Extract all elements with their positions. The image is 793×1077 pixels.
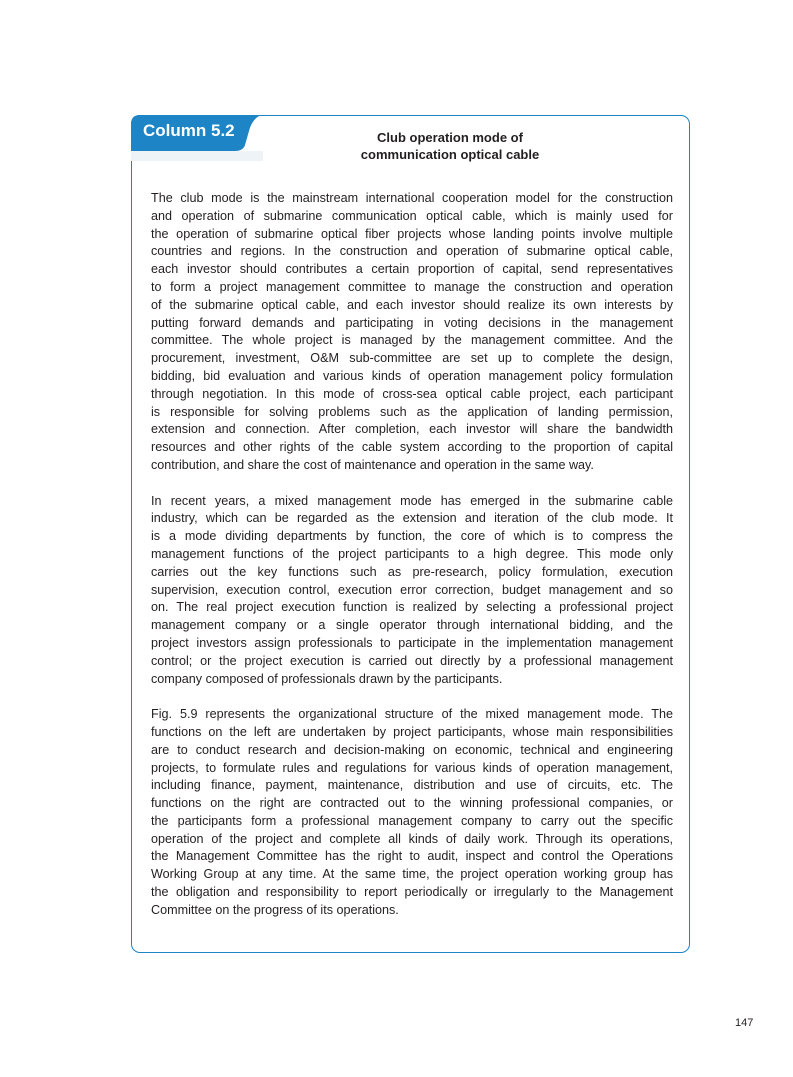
paragraph <box>151 190 673 475</box>
text-line: the obligation and responsibility to report periodically or irregularly to the Management <box>151 885 673 900</box>
text-line: projects, to formulate rules and regulations for various kinds of operation management, <box>151 760 673 775</box>
text-line: is a mode dividing departments by function, the core of which is to compress the <box>151 529 673 544</box>
text-line: management functions of the project participants to a high degree. This mode only <box>151 546 673 561</box>
text-line: contribution, and share the cost of maintenance and operation in the same way. <box>151 457 594 472</box>
text-line: the operation of submarine optical fiber projects whose landing points involve multiple <box>151 226 673 241</box>
text-line: the Management Committee has the right to audit, inspect and control the Operations <box>151 849 673 864</box>
text-line: to form a project management committee to manage the construction and operation <box>151 279 673 294</box>
text-line: countries and regions. In the construction and operation of submarine optical cable, <box>151 244 673 259</box>
text-line: supervision, execution control, execution error correction, budget management and so <box>151 582 673 597</box>
paragraph <box>151 493 673 689</box>
title-line: communication optical cable <box>360 147 540 162</box>
text-line: Working Group at any time. At the same time, the project operation working group has <box>151 867 673 882</box>
text-line: The club mode is the mainstream international cooperation model for the construction <box>151 191 673 205</box>
text-line: industry, which can be regarded as the extension and iteration of the club mode. It <box>151 511 673 526</box>
page-number: 147 <box>735 1017 754 1029</box>
text-line: carries out the key functions such as pre-research, policy formulation, execution <box>151 564 673 579</box>
text-line: In recent years, a mixed management mode has emerged in the submarine cable <box>151 493 673 508</box>
text-line: management company or a single operator through international bidding, and the <box>151 618 673 633</box>
text-line: Fig. 5.9 represents the organizational structure of the mixed management mode. The <box>151 707 673 722</box>
text-line: company composed of professionals drawn by the participants. <box>151 671 503 686</box>
text-line: each investor should contributes a certain proportion of capital, send representatives <box>151 262 673 277</box>
column-tab <box>131 115 261 151</box>
text-line: functions on the left are undertaken by project participants, whose main responsibilities <box>151 724 673 739</box>
text-line: is responsible for solving problems such as the application of landing permission, <box>151 404 673 419</box>
text-line: bidding, bid evaluation and various kinds of operation management policy formulation <box>151 368 673 383</box>
text-line: extension and connection. After completion, each investor will share the bandwidth <box>151 422 673 437</box>
text-line: of the submarine optical cable, and each investor should realize its own interests by <box>151 297 673 312</box>
paragraph <box>151 706 673 920</box>
text-line: through negotiation. In this mode of cross-sea optical cable project, each participant <box>151 386 673 401</box>
column-label: Column 5.2 <box>143 121 235 140</box>
text-line: Committee on the progress of its operations. <box>151 902 399 917</box>
text-line: project investors assign professionals to participate in the implementation management <box>151 635 673 650</box>
text-line: resources and other rights of the cable system according to the proportion of capital <box>151 440 673 455</box>
text-line: control; or the project execution is carried out directly by a professional management <box>151 653 673 668</box>
text-line: the participants form a professional management company to carry out the specific <box>151 813 673 828</box>
column-title <box>300 129 600 163</box>
text-line: putting forward demands and participating in voting decisions in the management <box>151 315 673 330</box>
text-line: on. The real project execution function is realized by selecting a professional project <box>151 600 673 615</box>
column-body <box>151 190 673 937</box>
text-line: functions on the right are contracted out to the winning professional companies, or <box>151 796 673 811</box>
text-line: operation of the project and complete all kinds of daily work. Through its operations, <box>151 831 673 846</box>
text-line: are to conduct research and decision-making on economic, technical and engineering <box>151 742 673 757</box>
title-line: Club operation mode of <box>377 130 523 145</box>
text-line: including finance, payment, maintenance, distribution and use of circuits, etc. The <box>151 778 673 793</box>
text-line: and operation of submarine communication optical cable, which is mainly used for <box>151 208 673 223</box>
text-line: procurement, investment, O&M sub-committee are set up to complete the design, <box>151 351 673 366</box>
text-line: committee. The whole project is managed by the management committee. And the <box>151 333 673 348</box>
